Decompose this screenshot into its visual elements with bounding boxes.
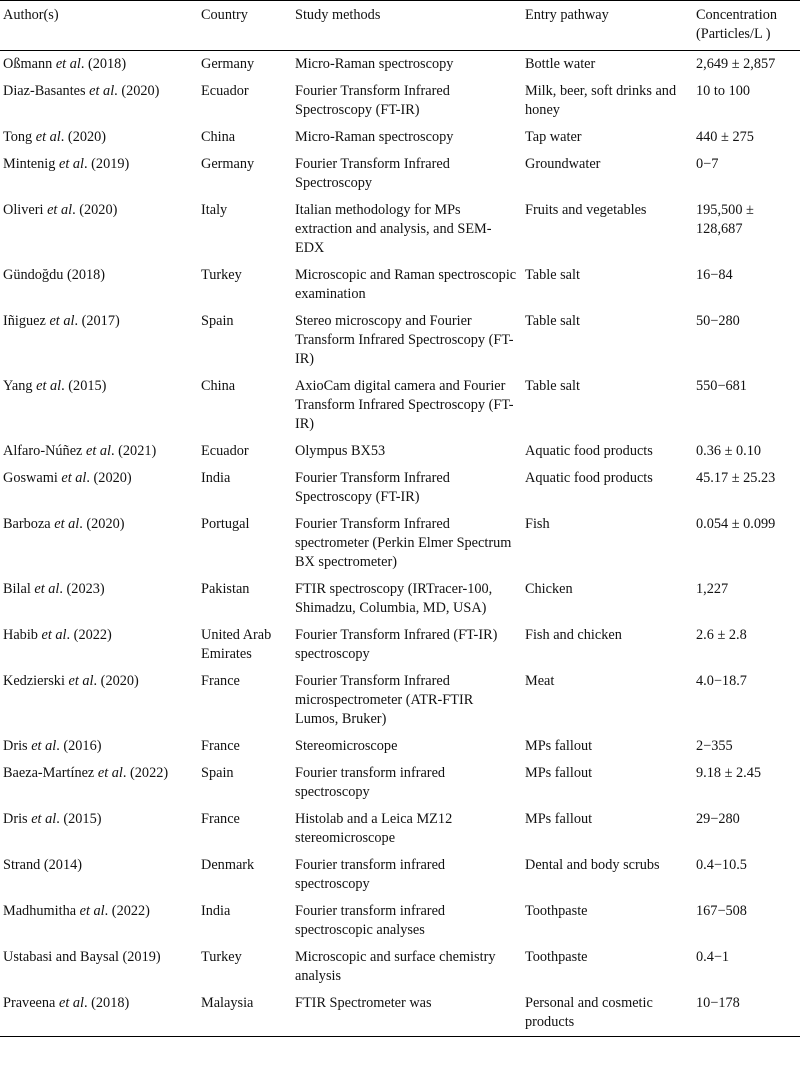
cell-author: [0, 151, 197, 197]
cell-concentration: 2−355: [696, 738, 733, 754]
author-name: Goswami: [3, 470, 62, 486]
table-row: [0, 124, 800, 151]
cell-author: [0, 197, 197, 262]
cell-study-methods: FTIR spectroscopy (IRTracer-100, Shimadzu, Columbia, MD, USA): [295, 581, 493, 616]
cell-author: [0, 124, 197, 151]
cell-study-methods: AxioCam digital camera and Fourier Transform Infrared Spectroscopy (FT-IR): [295, 378, 514, 432]
cell-country: China: [201, 378, 236, 394]
table-row: [0, 151, 800, 197]
cell-concentration: 1,227: [696, 581, 729, 597]
cell-country: Germany: [201, 156, 255, 172]
cell-country: India: [201, 470, 231, 486]
author-name: Oßmann: [3, 56, 56, 72]
author-name: Alfaro-Núñez: [3, 443, 86, 459]
cell-country: Germany: [201, 56, 255, 72]
cell-study-methods: Fourier Transform Infrared spectrometer (Perkin Elmer Spectrum BX spectrometer): [295, 516, 512, 570]
cell-entry-pathway: Chicken: [525, 581, 573, 597]
author-year: . (2015): [61, 378, 107, 394]
cell-entry-pathway: Milk, beer, soft drinks and honey: [525, 83, 677, 118]
author-year: . (2020): [60, 129, 107, 145]
author-year: . (2020): [114, 83, 160, 99]
author-year: . (2023): [59, 581, 105, 597]
cell-study-methods: Micro-Raman spectroscopy: [295, 56, 454, 72]
author-name: Gündoğdu (2018): [3, 267, 106, 283]
table-row: [0, 576, 800, 622]
table-row: [0, 668, 800, 733]
author-name: Barboza: [3, 516, 55, 532]
author-et-al: et al: [58, 995, 84, 1011]
header-concentration: [692, 1, 800, 51]
cell-entry-pathway: Fish: [525, 516, 550, 532]
table-row: [0, 760, 800, 806]
cell-concentration: 2,649 ± 2,857: [696, 56, 776, 72]
author-name: Dris: [3, 811, 32, 827]
cell-study-methods: Microscopic and Raman spectroscopic examination: [295, 267, 517, 302]
author-et-al: et al: [97, 765, 123, 781]
author-year: . (2022): [104, 903, 150, 919]
author-year: . (2019): [84, 156, 130, 172]
table-body: [0, 51, 800, 1037]
cell-concentration: 440 ± 275: [696, 129, 754, 145]
author-et-al: et al: [79, 903, 105, 919]
cell-study-methods: Stereo microscopy and Fourier Transform Infrared Spectroscopy (FT-IR): [295, 313, 514, 367]
cell-author: [0, 262, 197, 308]
cell-concentration: 10−178: [696, 995, 740, 1011]
cell-concentration: 50−280: [696, 313, 740, 329]
cell-author: [0, 852, 197, 898]
cell-study-methods: Fourier transform infrared spectroscopy: [295, 765, 446, 800]
author-year: . (2020): [72, 202, 118, 218]
table-row: [0, 733, 800, 760]
cell-country: Turkey: [201, 267, 242, 283]
header-concentration-unit: (Particles/L ): [696, 26, 771, 42]
author-name: Dris: [3, 738, 32, 754]
header-study-methods: Study methods: [295, 7, 381, 23]
author-et-al: et al: [59, 156, 85, 172]
cell-concentration: 0.36 ± 0.10: [696, 443, 762, 459]
cell-study-methods: Fourier transform infrared spectroscopic analyses: [295, 903, 446, 938]
cell-author: [0, 944, 197, 990]
cell-entry-pathway: Dental and body scrubs: [525, 857, 660, 873]
header-entry-pathway: Entry pathway: [525, 7, 609, 23]
cell-entry-pathway: Aquatic food products: [525, 470, 653, 486]
header-row: [0, 1, 800, 51]
table-row: [0, 197, 800, 262]
author-et-al: et al: [61, 470, 87, 486]
cell-author: [0, 51, 197, 79]
author-name: Strand (2014): [3, 857, 83, 873]
cell-concentration: 9.18 ± 2.45: [696, 765, 762, 781]
author-name: Habib: [3, 627, 42, 643]
header-author: Author(s): [3, 7, 59, 23]
cell-concentration: 167−508: [696, 903, 747, 919]
cell-concentration: 0.054 ± 0.099: [696, 516, 776, 532]
cell-author: [0, 373, 197, 438]
cell-author: [0, 990, 197, 1037]
author-name: Praveena: [3, 995, 59, 1011]
cell-country: Ecuador: [201, 83, 249, 99]
cell-entry-pathway: Personal and cosmetic products: [525, 995, 653, 1030]
cell-study-methods: Fourier Transform Infrared microspectrometer (ATR-FTIR Lumos, Bruker): [295, 673, 474, 727]
author-et-al: et al: [54, 516, 80, 532]
author-et-al: et al: [68, 673, 94, 689]
author-year: . (2018): [80, 56, 127, 72]
table-row: [0, 511, 800, 576]
author-year: . (2022): [66, 627, 112, 643]
cell-country: United Arab Emirates: [201, 627, 272, 662]
cell-country: France: [201, 811, 240, 827]
cell-entry-pathway: Aquatic food products: [525, 443, 653, 459]
cell-entry-pathway: MPs fallout: [525, 738, 593, 754]
cell-author: [0, 733, 197, 760]
author-year: . (2021): [110, 443, 157, 459]
cell-author: [0, 78, 197, 124]
header-concentration-line1: Concentration: [696, 7, 777, 23]
header-country: Country: [201, 7, 248, 23]
cell-study-methods: Histolab and a Leica MZ12 stereomicroscope: [295, 811, 453, 846]
cell-concentration: 195,500 ± 128,687: [696, 202, 754, 237]
author-name: Baeza-Martínez: [3, 765, 98, 781]
table-header: [0, 1, 800, 51]
cell-entry-pathway: Fish and chicken: [525, 627, 622, 643]
cell-country: Spain: [201, 765, 234, 781]
cell-entry-pathway: Fruits and vegetables: [525, 202, 647, 218]
author-et-al: et al: [34, 581, 60, 597]
cell-concentration: 0−7: [696, 156, 719, 172]
cell-entry-pathway: Table salt: [525, 313, 580, 329]
cell-entry-pathway: Toothpaste: [525, 903, 588, 919]
author-et-al: et al: [89, 83, 115, 99]
author-year: . (2022): [122, 765, 169, 781]
cell-country: Ecuador: [201, 443, 249, 459]
table-row: [0, 465, 800, 511]
cell-country: Portugal: [201, 516, 250, 532]
cell-author: [0, 308, 197, 373]
table-row: [0, 944, 800, 990]
cell-country: France: [201, 673, 240, 689]
cell-country: India: [201, 903, 231, 919]
cell-author: [0, 760, 197, 806]
author-et-al: et al: [31, 738, 57, 754]
cell-concentration: 4.0−18.7: [696, 673, 747, 689]
cell-concentration: 2.6 ± 2.8: [696, 627, 747, 643]
cell-study-methods: Fourier Transform Infrared Spectroscopy (FT-IR): [295, 83, 450, 118]
author-et-al: et al: [55, 56, 81, 72]
cell-entry-pathway: Table salt: [525, 378, 580, 394]
cell-entry-pathway: Meat: [525, 673, 555, 689]
author-name: Kedzierski: [3, 673, 69, 689]
author-year: . (2018): [83, 995, 130, 1011]
cell-country: Denmark: [201, 857, 255, 873]
cell-concentration: 29−280: [696, 811, 740, 827]
author-et-al: et al: [35, 129, 61, 145]
author-et-al: et al: [47, 202, 73, 218]
cell-study-methods: Fourier transform infrared spectroscopy: [295, 857, 446, 892]
author-year: . (2015): [56, 811, 102, 827]
cell-author: [0, 576, 197, 622]
cell-study-methods: Olympus BX53: [295, 443, 386, 459]
cell-author: [0, 898, 197, 944]
cell-country: Pakistan: [201, 581, 250, 597]
cell-concentration: 0.4−1: [696, 949, 730, 965]
cell-concentration: 0.4−10.5: [696, 857, 747, 873]
cell-country: Italy: [201, 202, 228, 218]
cell-entry-pathway: MPs fallout: [525, 765, 593, 781]
cell-concentration: 45.17 ± 25.23: [696, 470, 776, 486]
cell-entry-pathway: Bottle water: [525, 56, 596, 72]
author-name: Iñiguez: [3, 313, 50, 329]
author-name: Oliveri: [3, 202, 48, 218]
cell-country: Turkey: [201, 949, 242, 965]
author-name: Mintenig: [3, 156, 59, 172]
table-row: [0, 51, 800, 79]
cell-study-methods: Stereomicroscope: [295, 738, 398, 754]
author-et-al: et al: [31, 811, 57, 827]
author-et-al: et al: [49, 313, 75, 329]
cell-concentration: 550−681: [696, 378, 747, 394]
cell-study-methods: Fourier Transform Infrared Spectroscopy (FT-IR): [295, 470, 450, 505]
table-row: [0, 990, 800, 1037]
cell-study-methods: Fourier Transform Infrared Spectroscopy: [295, 156, 450, 191]
author-name: Madhumitha: [3, 903, 80, 919]
cell-author: [0, 465, 197, 511]
cell-country: Spain: [201, 313, 234, 329]
cell-entry-pathway: Toothpaste: [525, 949, 588, 965]
cell-author: [0, 668, 197, 733]
cell-country: Malaysia: [201, 995, 254, 1011]
cell-entry-pathway: Tap water: [525, 129, 582, 145]
table-row: [0, 78, 800, 124]
cell-study-methods: Microscopic and surface chemistry analysis: [295, 949, 496, 984]
table-row: [0, 438, 800, 465]
cell-concentration: 10 to 100: [696, 83, 751, 99]
author-year: . (2017): [74, 313, 120, 329]
table-row: [0, 308, 800, 373]
table-row: [0, 373, 800, 438]
cell-concentration: 16−84: [696, 267, 733, 283]
cell-author: [0, 622, 197, 668]
author-name: Ustabasi and Baysal (2019): [3, 949, 161, 965]
cell-study-methods: Fourier Transform Infrared (FT-IR) spectroscopy: [295, 627, 498, 662]
table-row: [0, 622, 800, 668]
author-et-al: et al: [85, 443, 111, 459]
table-row: [0, 852, 800, 898]
cell-study-methods: FTIR Spectrometer was: [295, 995, 432, 1011]
cell-entry-pathway: Groundwater: [525, 156, 601, 172]
author-name: Bilal: [3, 581, 35, 597]
author-et-al: et al: [36, 378, 62, 394]
author-year: . (2020): [93, 673, 139, 689]
cell-author: [0, 806, 197, 852]
author-name: Diaz-Basantes: [3, 83, 90, 99]
table-row: [0, 806, 800, 852]
cell-entry-pathway: MPs fallout: [525, 811, 593, 827]
table-row: [0, 262, 800, 308]
author-name: Tong: [3, 129, 36, 145]
author-name: Yang: [3, 378, 37, 394]
cell-study-methods: Italian methodology for MPs extraction and analysis, and SEM-EDX: [295, 202, 492, 256]
author-et-al: et al: [41, 627, 67, 643]
cell-study-methods: Micro-Raman spectroscopy: [295, 129, 454, 145]
table-row: [0, 898, 800, 944]
cell-author: [0, 438, 197, 465]
cell-country: France: [201, 738, 240, 754]
cell-entry-pathway: Table salt: [525, 267, 580, 283]
cell-author: [0, 511, 197, 576]
cell-country: China: [201, 129, 236, 145]
author-year: . (2016): [56, 738, 102, 754]
author-year: . (2020): [86, 470, 132, 486]
author-year: . (2020): [79, 516, 125, 532]
